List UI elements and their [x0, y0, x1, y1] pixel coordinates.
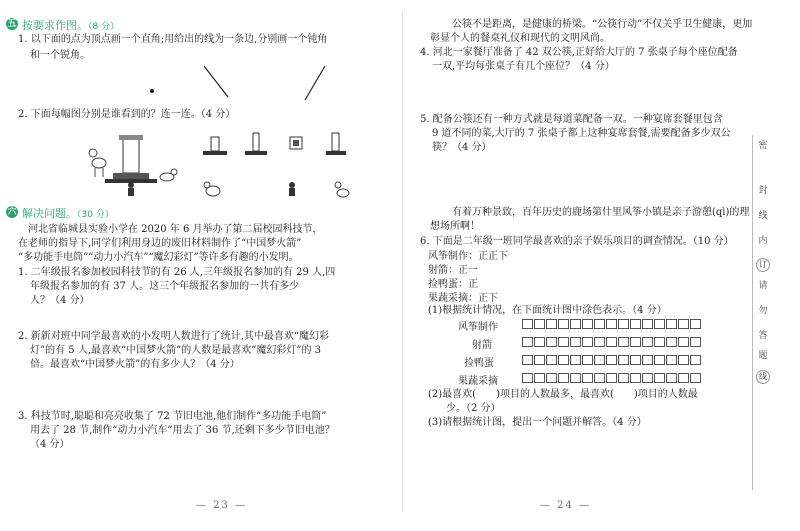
chart-cell[interactable] — [690, 373, 701, 383]
side-char: 内 — [758, 236, 768, 246]
chart-cell[interactable] — [618, 337, 629, 347]
section6-title — [22, 205, 114, 221]
chart-cell[interactable] — [654, 373, 665, 383]
chart-cell[interactable] — [690, 337, 701, 347]
p2-line1: 2. 新新对班中同学最喜欢的小发明人数进行了统计,其中最喜欢“魔幻彩 — [18, 331, 330, 342]
p1-line2: 年级报名参加的有 37 人。这三个年级报名参加的一共有多少 — [30, 281, 300, 292]
chart-cell[interactable] — [546, 319, 557, 329]
tally-label: 风筝制作： — [428, 251, 478, 262]
chart-cell[interactable] — [594, 319, 605, 329]
given-line-acute — [305, 66, 325, 100]
page-number-left: — 23 — — [196, 500, 248, 511]
p4-line2: 一双,平均每张桌子有几个座位？（4 分） — [432, 61, 615, 72]
right-top-line1: 公筷不是距离，是健康的桥梁。“公筷行动”不仅关乎卫生健康，更加 — [452, 19, 753, 30]
side-circle-bottom: 线 — [756, 370, 770, 384]
section6-title-text: 解决问题。 — [22, 207, 77, 220]
chart-cell[interactable] — [678, 355, 689, 365]
chart-row-label: 果蔬采摘 — [458, 376, 498, 387]
chart-cell[interactable] — [630, 319, 641, 329]
chart-cell[interactable] — [522, 337, 533, 347]
p1-line3: 人？（4 分） — [30, 295, 90, 306]
intro-line3: “多功能手电筒”“动力小汽车”“魔幻彩灯”等许多有趣的小发明。 — [18, 252, 299, 263]
chart-cell[interactable] — [534, 337, 545, 347]
chart-cell[interactable] — [546, 373, 557, 383]
section5-points: （8 分） — [88, 22, 120, 32]
side-char: 答 — [758, 331, 768, 341]
chart-cell[interactable] — [666, 319, 677, 329]
p4-line1: 4. 河北一家餐厅准备了 42 双公筷,正好给大厅的 7 张桌子每个座位配备 — [420, 47, 738, 58]
chart-cell[interactable] — [522, 319, 533, 329]
side-char: 线 — [758, 211, 768, 221]
tally-row-1 — [428, 264, 478, 278]
chart-cell[interactable] — [594, 373, 605, 383]
p3-line3: （4 分） — [30, 439, 70, 450]
chart-cell[interactable] — [558, 355, 569, 365]
chart-cell[interactable] — [630, 337, 641, 347]
chart-cell[interactable] — [606, 373, 617, 383]
side-char: 勿 — [758, 306, 768, 316]
chart-row-boxes[interactable] — [522, 337, 701, 347]
chart-row-boxes[interactable] — [522, 373, 701, 383]
chart-cell[interactable] — [570, 319, 581, 329]
chart-cell[interactable] — [522, 355, 533, 365]
chart-cell[interactable] — [534, 355, 545, 365]
chart-row-boxes[interactable] — [522, 319, 701, 329]
section6-badge: 六 — [7, 207, 17, 217]
chart-cell[interactable] — [666, 373, 677, 383]
section5-title-text: 按要求作图。 — [22, 19, 88, 32]
chart-cell[interactable] — [582, 373, 593, 383]
view-matching-illustration — [85, 125, 385, 210]
section6-points: （30 分） — [77, 210, 114, 220]
chart-cell[interactable] — [654, 355, 665, 365]
sub2-line2: 少。（2 分） — [446, 403, 501, 414]
p2-line3: 倍。最喜欢“中国梦火箭”的有多少人？（4 分） — [30, 359, 240, 370]
q1-line2: 和一个锐角。 — [30, 50, 90, 61]
chart-row-label: 捡鸭蛋 — [464, 358, 494, 369]
tally-marks: 正下 — [478, 293, 498, 304]
chart-cell[interactable] — [606, 355, 617, 365]
intro6-line2: 想场所啊！ — [430, 221, 480, 232]
p1-line1: 1. 二年级报名参加校园科技节的有 26 人,三年级报名参加的有 29 人,四 — [18, 267, 336, 278]
chart-cell[interactable] — [678, 319, 689, 329]
chart-cell[interactable] — [558, 373, 569, 383]
chart-cell[interactable] — [678, 337, 689, 347]
p5-line1: 5. 配备公筷还有一种方式就是每道菜配备一双。一种宴席套餐里包含 — [420, 114, 723, 125]
sub1: (1)根据统计情况，在下面统计图中涂色表示。（4 分） — [428, 305, 667, 316]
chart-cell[interactable] — [618, 319, 629, 329]
p6-title: 6. 下面是二年级一班同学最喜欢的亲子娱乐项目的调查情况。（10 分） — [420, 236, 734, 247]
chart-cell[interactable] — [666, 355, 677, 365]
view-option-3-icon — [290, 137, 302, 149]
given-line-obtuse — [204, 66, 228, 97]
side-char: 请 — [758, 281, 768, 291]
chart-row-label: 射箭 — [472, 340, 492, 351]
chart-cell[interactable] — [606, 319, 617, 329]
chart-cell[interactable] — [666, 337, 677, 347]
tally-row-0 — [428, 250, 508, 264]
side-char: 题 — [758, 351, 768, 361]
chart-cell[interactable] — [678, 373, 689, 383]
chart-cell[interactable] — [630, 355, 641, 365]
chart-cell[interactable] — [618, 355, 629, 365]
angle-drawing-area — [100, 64, 360, 104]
chart-cell[interactable] — [642, 355, 653, 365]
q2-line1: 2. 下面每幅图分别是谁看到的？连一连。（4 分） — [18, 109, 236, 120]
chart-cell[interactable] — [522, 373, 533, 383]
sub2-line1: (2)最喜欢( )项目的人数最多，最喜欢( )项目的人数最 — [428, 389, 698, 400]
tally-marks: 正 — [468, 279, 478, 290]
chart-cell[interactable] — [618, 373, 629, 383]
q1-line1: 1. 以下面的点为顶点画一个直角;用给出的线为一条边,分别画一个钝角 — [18, 34, 328, 45]
chart-cell[interactable] — [570, 373, 581, 383]
chart-cell[interactable] — [606, 337, 617, 347]
chart-cell[interactable] — [582, 355, 593, 365]
view-option-2-icon — [245, 133, 267, 155]
chart-cell[interactable] — [558, 319, 569, 329]
chart-cell[interactable] — [690, 355, 701, 365]
chart-cell[interactable] — [570, 337, 581, 347]
intro-line1: 河北省临城县实验小学在 2020 年 6 月举办了第二届校园科技节， — [28, 224, 323, 235]
monument-icon — [105, 135, 157, 183]
chart-row-label: 风筝制作 — [458, 322, 498, 333]
chart-cell[interactable] — [546, 355, 557, 365]
chart-cell[interactable] — [534, 319, 545, 329]
boy-icon — [289, 182, 295, 196]
section5-badge: 五 — [7, 19, 17, 29]
side-circle-mid: 订 — [756, 258, 770, 272]
right-top-line2: 彰显个人的餐桌礼仪和现代的文明风尚。 — [430, 33, 610, 44]
intro-line2: 在老师的指导下,同学们利用身边的废旧材料制作了“中国梦火箭” — [18, 238, 302, 249]
chart-cell[interactable] — [654, 319, 665, 329]
chart-cell[interactable] — [690, 319, 701, 329]
tally-label: 射箭： — [428, 265, 458, 276]
side-char-top: 密 — [758, 141, 768, 151]
chart-cell[interactable] — [642, 337, 653, 347]
chart-cell[interactable] — [570, 355, 581, 365]
chart-cell[interactable] — [642, 319, 653, 329]
page-divider — [402, 12, 403, 512]
p5-line3: 筷？（4 分） — [432, 142, 492, 153]
chart-cell[interactable] — [582, 337, 593, 347]
side-char: 封 — [758, 186, 768, 196]
tally-label: 捡鸭蛋： — [428, 279, 468, 290]
page-number-right: — 24 — — [540, 500, 592, 511]
chart-cell[interactable] — [642, 373, 653, 383]
chart-cell[interactable] — [630, 373, 641, 383]
tally-marks: 正正下 — [478, 251, 508, 262]
animal-deer-small-icon — [335, 182, 349, 197]
view-option-4-icon — [326, 133, 346, 155]
binding-line — [752, 135, 753, 490]
chart-cell[interactable] — [654, 337, 665, 347]
chart-cell[interactable] — [594, 337, 605, 347]
p5-line2: 9 道不同的菜,大厅的 7 张桌子都上这种宴席套餐,需要配备多少双公 — [432, 128, 731, 139]
animal-rabbit-icon — [204, 182, 220, 196]
p3-line1: 3. 科技节时,聪聪和亮亮收集了 72 节旧电池,他们制作“多功能手电筒” — [18, 411, 327, 422]
vertex-point — [150, 89, 154, 93]
tally-marks: 正一 — [458, 265, 478, 276]
dog-icon — [160, 169, 177, 181]
chart-cell[interactable] — [594, 355, 605, 365]
p2-line2: 灯”的有 5 人,最喜欢“中国梦火箭”的人数是最喜欢“魔幻彩灯”的 3 — [30, 345, 322, 356]
intro6-line1: 有着万种景致，百年历史的鹿场第什里风筝小镇是亲子游憩(qì)的理 — [452, 207, 750, 218]
child-icon — [128, 182, 134, 196]
section5-title — [22, 17, 119, 33]
chart-cell[interactable] — [534, 373, 545, 383]
sub3: (3)请根据统计图，提出一个问题并解答。（4 分） — [428, 417, 647, 428]
deer-icon — [89, 149, 106, 177]
p3-line2: 用去了 28 节,制作“动力小汽车”用去了 36 节,还剩下多少节旧电池？ — [30, 425, 335, 436]
chart-cell[interactable] — [546, 337, 557, 347]
chart-row-boxes[interactable] — [522, 355, 701, 365]
chart-cell[interactable] — [558, 337, 569, 347]
view-option-1-icon — [203, 137, 227, 155]
chart-cell[interactable] — [582, 319, 593, 329]
tally-label: 果蔬采摘： — [428, 293, 478, 304]
tally-row-2 — [428, 278, 478, 292]
